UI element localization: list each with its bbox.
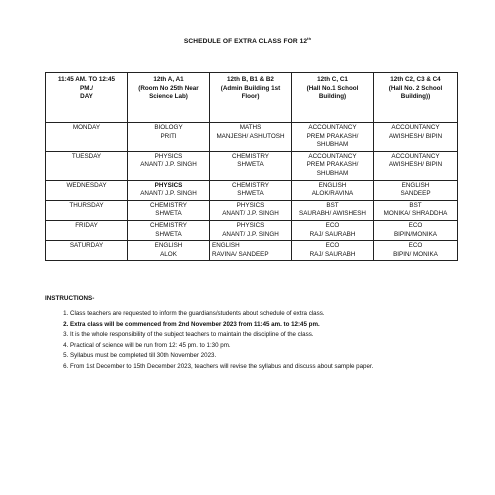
day-cell (46, 200, 128, 220)
subject: ENGLISH (212, 242, 240, 250)
day-cell (46, 151, 128, 180)
header-12a (128, 73, 210, 123)
class-cell (210, 123, 292, 152)
page-title-text: SCHEDULE OF EXTRA CLASS FOR 12 (183, 38, 308, 46)
class-cell (210, 180, 292, 200)
instruction-item: 4. Practical of science will be run from 12: 45 pm. to 1:30 pm. (70, 341, 470, 352)
teacher: RAVINA/ SANDEEP (212, 250, 269, 258)
class-cell (210, 200, 292, 220)
subject: ECO (408, 242, 423, 250)
class-cell (374, 241, 458, 261)
class-cell (128, 180, 210, 200)
header-time-day (46, 73, 128, 123)
subject: PHYSICS (236, 201, 265, 209)
header-line: Science Lab) (149, 93, 188, 101)
header-line: 12th B, B1 & B2 (227, 76, 274, 83)
day-label: FRIDAY (75, 221, 98, 229)
day-label: WEDNESDAY (66, 181, 107, 189)
instructions-list (60, 309, 470, 372)
header-12b (210, 73, 292, 123)
teacher: ANANT/ J.P. SINGH (140, 161, 197, 169)
class-cell (128, 220, 210, 240)
teacher: ALOK/RAVINA (311, 190, 354, 198)
class-cell (292, 151, 374, 180)
table-header-row (46, 73, 458, 123)
subject: ENGLISH (401, 181, 430, 189)
class-cell (292, 241, 374, 261)
header-line: (Hall No. 2 School (388, 84, 443, 92)
teacher: PRITI (160, 132, 177, 140)
subject: CHEMISTRY (150, 201, 187, 209)
page-title (0, 36, 495, 45)
class-cell (128, 241, 210, 261)
subject: BIOLOGY (154, 124, 183, 131)
subject: ACCOUNTANCY (308, 152, 357, 160)
teacher: SHWETA (155, 210, 182, 218)
instructions-heading: INSTRUCTIONS- (45, 295, 95, 302)
class-cell (128, 151, 210, 180)
table-row (46, 123, 458, 152)
day-label: MONDAY (72, 124, 101, 131)
day-cell (46, 220, 128, 240)
teacher: BIPIN/MONIKA (393, 230, 438, 238)
subject: PHYSICS (236, 221, 265, 229)
header-line: (Hall No.1 School (306, 84, 359, 92)
subject: ACCOUNTANCY (391, 152, 440, 160)
day-cell (46, 241, 128, 261)
instruction-item: 6. From 1st December to 15th December 2023, teachers will revise the syllabus and discuss about sample paper. (70, 362, 470, 373)
teacher: AWISHESH/ BIPIN (388, 132, 443, 140)
teacher: ANANT/ J.P. SINGH (222, 230, 279, 238)
day-cell (46, 180, 128, 200)
teacher: SHWETA (237, 161, 264, 169)
teacher: BIPIN/ MONIKA (393, 250, 438, 258)
teacher: SHWETA (155, 230, 182, 238)
teacher: RAJ/ SAURABH (309, 230, 356, 238)
header-line: 12th C2, C3 & C4 (390, 76, 441, 83)
subject: ECO (408, 221, 423, 229)
teacher: ANANT/ J.P. SINGH (222, 210, 279, 218)
instruction-item: 3. It is the whole responsibility of the subject teachers to maintain the discipline of the class. (70, 330, 470, 341)
subject: BST (326, 201, 339, 209)
header-line: 12th A, A1 (153, 76, 184, 83)
class-cell (374, 200, 458, 220)
teacher: ANANT/ J.P. SINGH (140, 190, 197, 198)
teacher: SANDEEP (400, 190, 431, 198)
teacher: SHUBHAM (316, 141, 349, 149)
class-cell (374, 151, 458, 180)
header-line: 11:45 AM. TO 12:45 (57, 76, 116, 83)
class-cell (210, 241, 292, 261)
subject: ACCOUNTANCY (308, 124, 357, 131)
instruction-item: 5. Syllabus must be completed till 30th November 2023. (70, 351, 470, 362)
class-cell (292, 200, 374, 220)
subject: CHEMISTRY (150, 221, 187, 229)
teacher: PREM PRAKASH/ (306, 132, 359, 140)
table-row (46, 220, 458, 240)
header-line: Building) (318, 93, 347, 101)
day-label: THURSDAY (69, 201, 104, 209)
teacher: SHWETA (237, 190, 264, 198)
teacher: RAJ/ SAURABH (309, 250, 356, 258)
subject: MATHS (239, 124, 262, 131)
class-cell (374, 220, 458, 240)
header-12c2 (374, 73, 458, 123)
header-line: Floor) (241, 93, 260, 101)
subject: PHYSICS (154, 152, 183, 160)
class-cell (292, 180, 374, 200)
subject: ECO (325, 242, 340, 250)
subject: PHYSICS (154, 181, 183, 189)
day-label: TUESDAY (71, 152, 102, 160)
subject: CHEMISTRY (232, 181, 269, 189)
teacher: SHUBHAM (316, 169, 349, 177)
instruction-item: 1. Class teachers are requested to inform the guardians/students about schedule of extra class. (70, 309, 470, 320)
header-line: (Admin Building 1st (220, 84, 281, 92)
table-row (46, 241, 458, 261)
teacher: AWISHESH/ BIPIN (388, 161, 443, 169)
teacher: MANJESH/ ASHUTOSH (216, 132, 285, 140)
class-cell (374, 180, 458, 200)
table-row (46, 200, 458, 220)
teacher: MONIKA/ SHRADDHA (383, 210, 448, 218)
class-cell (210, 220, 292, 240)
class-cell (374, 123, 458, 152)
teacher: ALOK (160, 250, 177, 258)
subject: BST (409, 201, 422, 209)
header-line: 12th C, C1 (317, 76, 348, 83)
subject: ENGLISH (318, 181, 347, 189)
class-cell (210, 151, 292, 180)
instruction-item: 2. Extra class will be commenced from 2nd November 2023 from 11:45 am. to 12:45 pm. (70, 320, 470, 331)
day-label: SATURDAY (69, 242, 104, 250)
teacher: SAURABH/ AWISHESH (299, 210, 366, 218)
class-cell (292, 123, 374, 152)
header-line: (Room No 25th Near (138, 84, 199, 92)
schedule-table (45, 72, 458, 261)
day-cell (46, 123, 128, 152)
class-cell (128, 123, 210, 152)
table-row (46, 151, 458, 180)
header-line: PM./ (80, 84, 93, 92)
subject: CHEMISTRY (232, 152, 269, 160)
teacher: PREM PRAKASH/ (306, 161, 359, 169)
class-cell (128, 200, 210, 220)
subject: ECO (325, 221, 340, 229)
subject: ENGLISH (154, 242, 183, 250)
page-title-sup: th (307, 36, 312, 41)
header-12c (292, 73, 374, 123)
subject: ACCOUNTANCY (391, 124, 440, 131)
header-line: Building)) (400, 93, 431, 101)
class-cell (292, 220, 374, 240)
table-row (46, 180, 458, 200)
header-line: DAY (80, 93, 93, 101)
